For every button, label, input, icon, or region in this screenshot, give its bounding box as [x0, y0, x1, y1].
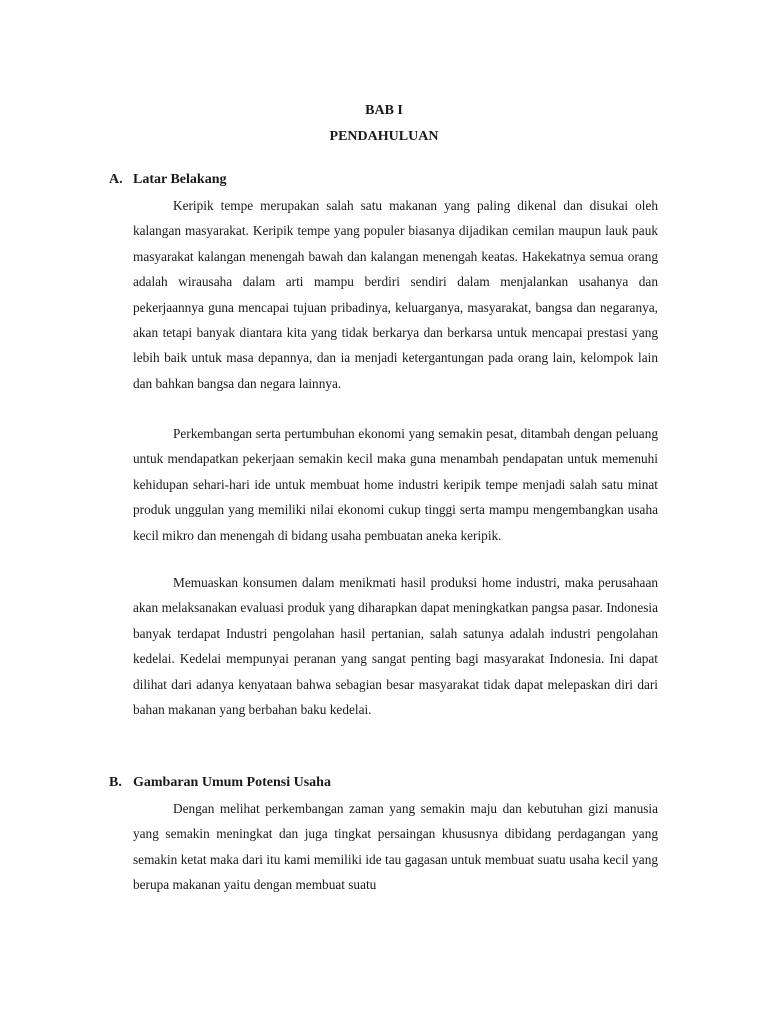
section-letter: A.: [109, 172, 123, 187]
section-title: Latar Belakang: [133, 172, 227, 187]
paragraph-latar-3: Memuaskan konsumen dalam menikmati hasil produksi home industri, maka perusahaan akan melaksanakan evaluasi produk yang diharapkan dapat meningkatkan pangsa pasar. Indonesia banyak terdapat Industri pengolahan hasil pertanian, salah satunya adalah industri pengolahan kedelai. Kedelai mempunyai peranan yang sangat penting bagi masyarakat Indonesia. Ini dapat dilihat dari adanya kenyataan bahwa sebagian besar masyarakat tidak dapat melepaskan diri dari bahan makanan yang berbahan baku kedelai.: [133, 575, 658, 718]
chapter-number: BAB I: [365, 103, 403, 118]
paragraph-latar-2: Perkembangan serta pertumbuhan ekonomi yang semakin pesat, ditambah dengan peluang untuk mendapatkan pekerjaan semakin kecil maka guna menambah pendapatan untuk memenuhi kehidupan sehari-hari ide untuk membuat home industri keripik tempe menjadi salah satu minat produk unggulan yang memiliki nilai ekonomi cukup tinggi serta mampu mengembangkan usaha kecil mikro dan menengah di bidang usaha pembuatan aneka keripik.: [133, 426, 658, 543]
chapter-title: PENDAHULUAN: [329, 129, 439, 144]
section-heading-a: [109, 170, 226, 190]
paragraph-potensi-1: Dengan melihat perkembangan zaman yang semakin maju dan kebutuhan gizi manusia yang semakin meningkat dan juga tingkat persaingan khususnya dibidang perdagangan yang semakin ketat maka dari itu kami memiliki ide tau gagasan untuk membuat suatu usaha kecil yang berupa makanan yaitu dengan membuat suatu: [133, 801, 658, 893]
section-title: Gambaran Umum Potensi Usaha: [133, 775, 331, 790]
section-letter: B.: [109, 775, 122, 790]
section-heading-b: [109, 773, 331, 793]
paragraph-latar-1: Keripik tempe merupakan salah satu makanan yang paling dikenal dan disukai oleh kalangan masyarakat. Keripik tempe yang populer biasanya dijadikan cemilan maupun lauk pauk masyarakat kalangan menengah bawah dan kalangan menengah keatas. Hakekatnya semua orang adalah wirausaha dalam arti mampu berdiri sendiri dalam menjalankan usahanya dan pekerjaannya guna mencapai tujuan pribadinya, keluarganya, masyarakat, bangsa dan negaranya, akan tetapi banyak diantara kita yang tidak berkarya dan berkarsa untuk mencapai prestasi yang lebih baik untuk masa depannya, dan ia menjadi ketergantungan pada orang lain, kelompok lain dan bahkan bangsa dan negara lainnya.: [133, 198, 658, 391]
